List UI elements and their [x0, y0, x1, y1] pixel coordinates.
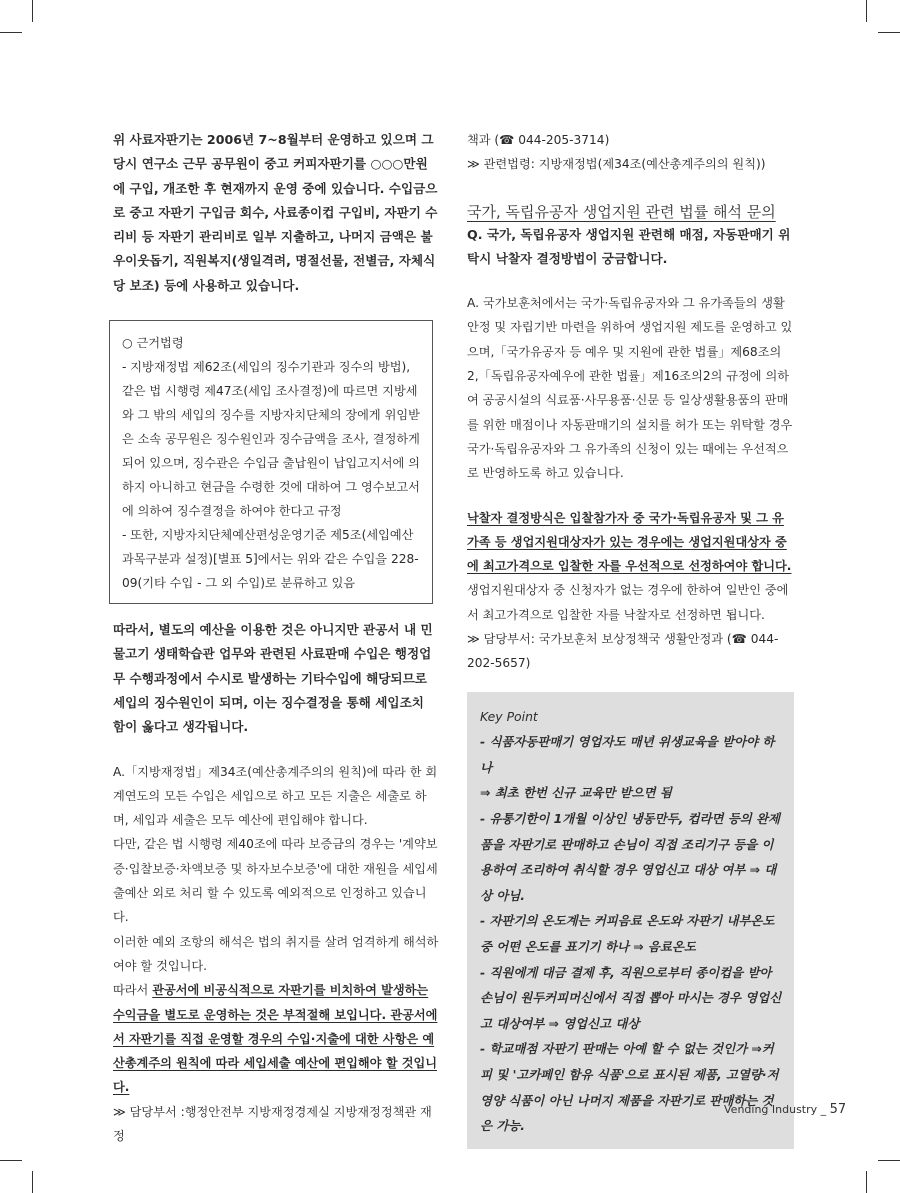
key-point-box	[467, 692, 794, 1149]
answer-paragraph: 다만, 같은 법 시행령 제40조에 따라 보증금의 경우는 '계약보증·입찰보증·차액보증 및 하자보수보증'에 대한 재원을 세입세출예산 외로 처리 할 수 있도록 예외적으로 인정하고 있습니다.	[113, 837, 438, 925]
crop-mark	[32, 1171, 33, 1193]
answer-paragraph: 이러한 예외 조항의 해석은 법의 취지를 살려 엄격하게 해석하여야 할 것입니다.	[113, 934, 439, 973]
law-box-item: - 또한, 지방자치단체예산편성운영기준 제5조(세입예산 과목구분과 설정)[별표 5]에서는 위와 같은 수입을 228-09(기타 수입 - 그 외 수입)로 분류하고 있음	[122, 528, 419, 591]
question-paragraph: Q. 국가, 독립유공자 생업지원 관련해 매점, 자동판매기 위탁시 낙찰자 결정방법이 궁금합니다.	[467, 226, 791, 266]
page-footer	[724, 1102, 846, 1117]
right-column	[467, 128, 793, 1149]
magazine-name: Vending Industry _	[724, 1103, 827, 1116]
method-rest: 생업지원대상자 중 신청자가 없는 경우에 한하여 일반인 중에서 최고가격으로 입찰한 자를 낙찰자로 선정하면 됩니다.	[467, 583, 789, 622]
department-line: ≫ 담당부서 :행정안전부 지방재정경제실 지방재정정책관 재정	[113, 1104, 432, 1144]
law-box-item: - 지방재정법 제62조(세입의 징수기관과 징수의 방법), 같은 법 시행령 제47조(세입 조사결정)에 따르면 지방세와 그 밖의 세입의 징수를 지방자치단체의 장에게 위임받은 소속 공무원은 징수원인과 징수금액을 조사, 결정하게 되어 있으며, 징수관은 수입금 출납원이 납입고지서에 의하지 아니하고 현금을 수령한 것에 대하여 그 영수보고서에 의하여 징수결정을 하여야 한다고 규정	[122, 360, 420, 519]
crop-mark	[0, 1160, 22, 1161]
related-law-line: ≫ 관련법령: 지방재정법(제34조(예산총계주의의 원칙))	[467, 157, 766, 172]
law-reference-box	[109, 320, 433, 604]
key-point-item: - 유통기한이 1개월 이상인 냉동만두, 컵라면 등의 완제품을 자판기로 판매하고 손님이 직접 조리기구 등을 이용하여 조리하여 취식할 경우 영업신고 대상 여부 ⇒ 대상 아님.	[480, 811, 781, 903]
method-emphasis: 낙찰자 결정방식은 입찰참가자 중 국가·독립유공자 및 그 유가족 등 생업지원대상자가 있는 경우에는 생업지원대상자 중에 최고가격으로 입찰한 자를 우선적으로 선정하여야 합니다.	[467, 510, 792, 574]
section-subheading: 국가, 독립유공자 생업지원 관련 법률 해석 문의	[467, 202, 776, 221]
answer-lead: 따라서	[113, 983, 153, 998]
crop-mark	[878, 32, 900, 33]
department-line: ≫ 담당부서: 국가보훈처 보상정책국 생활안정과 (☎ 044-202-5657)	[467, 632, 779, 671]
crop-mark	[866, 1171, 867, 1193]
answer-paragraph: A.「지방재정법」제34조(예산총계주의의 원칙)에 따라 한 회계연도의 모든 수입은 세입으로 하고 모든 지출은 세출로 하며, 세입과 세출은 모두 예산에 편입해야 합니다.	[113, 764, 438, 828]
method-paragraph	[467, 506, 793, 627]
answer-paragraph	[113, 978, 439, 1099]
left-column	[113, 128, 439, 1148]
key-point-item: - 직원에게 대금 결제 후, 직원으로부터 종이컵을 받아 손님이 원두커피머신에서 직접 뽑아 마시는 경우 영업신고 대상여부 ⇒ 영업신고 대상	[480, 964, 782, 1031]
key-point-item: ⇒ 최초 한번 신규 교육만 받으면 됨	[480, 785, 672, 801]
answer-paragraph: A. 국가보훈처에서는 국가·독립유공자와 그 유가족들의 생활안정 및 자립기반 마련을 위하여 생업지원 제도를 운영하고 있으며,「국가유공자 등 예우 및 지원에 관한 법률」제68조의 2,「독립유공자예우에 관한 법률」제16조의2의 규정에 의하여 공공시설의 식료품·사무용품·신문 등 일상생활용품의 판매를 위한 매점이나 자동판매기의 설치를 허가 또는 위탁할 경우 국가·독립유공자와 그 유가족의 신청이 있는 때에는 우선적으로 반영하도록 하고 있습니다.	[467, 296, 793, 481]
key-point-item: - 학교매점 자판기 판매는 아예 할 수 없는 것인가 ⇒커피 및 '고카페인 함유 식품'으로 표시된 제품, 고열량·저영양 식품이 아닌 나머지 제품을 자판기로 판매하는 것은 가능.	[480, 1041, 779, 1134]
crop-mark	[0, 32, 22, 33]
key-point-item: - 식품자동판매기 영업자도 매년 위생교육을 받아야 하나	[480, 734, 775, 775]
intro-paragraph: 위 사료자판기는 2006년 7~8월부터 운영하고 있으며 그 당시 연구소 근무 공무원이 중고 커피자판기를 ○○○만원에 구입, 개조한 후 현재까지 운영 중에 있습니다. 수입금으로 중고 자판기 구입금 회수, 사료종이컵 구입비, 자판기 수리비 등 자판기 관리비로 일부 지출하고, 나머지 금액은 불우이웃돕기, 직원복지(생일격려, 명절선물, 전별금, 자체식당 보조) 등에 사용하고 있습니다.	[113, 132, 438, 293]
key-point-item: - 자판기의 온도계는 커피음료 온도와 자판기 내부온도 중 어떤 온도를 표기기 하나 ⇒ 음료온도	[480, 913, 775, 954]
page-number: 57	[829, 1102, 847, 1117]
conclusion-paragraph: 따라서, 별도의 예산을 이용한 것은 아니지만 관공서 내 민물고기 생태학습관 업무와 관련된 사료판매 수입은 행정업무 수행과정에서 수시로 발생하는 기타수입에 해당되므로 세입의 징수원인이 되며, 이는 징수결정을 통해 세입조치 함이 옳다고 생각됩니다.	[113, 622, 433, 735]
crop-mark	[878, 1160, 900, 1161]
key-point-title: Key Point	[480, 708, 538, 724]
department-continued: 책과 (☎ 044-205-3714)	[467, 133, 610, 147]
crop-mark	[32, 0, 33, 22]
answer-emphasis: 관공서에 비공식적으로 자판기를 비치하여 발생하는 수익금을 별도로 운영하는 것은 부적절해 보입니다. 관공서에서 자판기를 직접 운영할 경우의 수입·지출에 대한 사항은 예산총계주의 원칙에 따라 세입세출 예산에 편입해야 할 것입니다.	[113, 983, 438, 1095]
law-box-title: ○ 근거법령	[122, 336, 184, 351]
crop-mark	[866, 0, 867, 22]
